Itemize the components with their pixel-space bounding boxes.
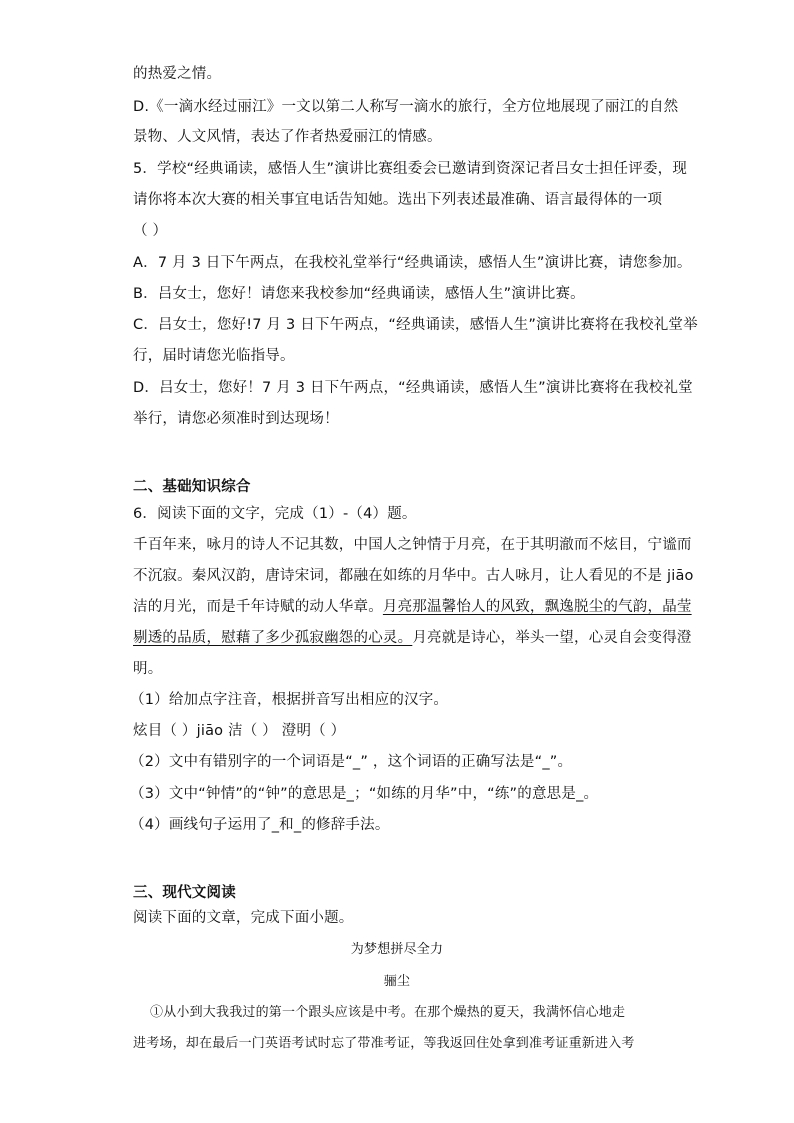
passage-line4 (133, 628, 692, 648)
section3-heading: 三、现代文阅读 (133, 885, 236, 901)
passage-line4-text: 月亮就是诗心，举头一望，心灵自会变得澄 (412, 630, 692, 646)
q5-option-a: A．7 月 3 日下午两点，在我校礼堂举行“经典诵读，感悟人生”演讲比赛，请您参加。 (133, 255, 692, 271)
q6-sub1-blanks: 炫目（ ）jiāo 洁（ ） 澄明（ ） (133, 723, 346, 739)
passage-line1: 千百年来，咏月的诗人不记其数，中国人之钟情于月亮，在于其明澈而不炫目，宁谧而 (133, 537, 692, 553)
q5-option-c-line1: C．吕女士，您好!7 月 3 日下午两点，“经典诵读，感悟人生”演讲比赛将在我校礼堂举 (133, 317, 698, 333)
underlined-sentence-part1: 月亮那温馨怡人的风致，飘逸脱尘的气韵，晶莹 (382, 599, 692, 615)
q6-sub1: （1）给加点字注音，根据拼音写出相应的汉字。 (130, 692, 449, 708)
section3-intro: 阅读下面的文章，完成下面小题。 (133, 910, 354, 926)
q5-answer-paren: （ ） (133, 223, 168, 239)
q5-option-d-line1: D．吕女士，您好！7 月 3 日下午两点，“经典诵读，感悟人生”演讲比赛将在我校礼堂 (133, 380, 693, 396)
passage-line2: 不沉寂。秦风汉韵，唐诗宋词，都融在如练的月华中。古人咏月，让人看见的不是 jiāo (133, 568, 694, 584)
q5-option-b: B．吕女士，您好！请您来我校参加“经典诵读，感悟人生”演讲比赛。 (133, 286, 585, 302)
article-author: 骊尘 (383, 974, 411, 989)
article-para1-line2: 进考场，却在最后一门英语考试时忘了带准考证，等我返回住处拿到准考证重新进入考 (133, 1036, 635, 1051)
article-title: 为梦想拼尽全力 (350, 942, 444, 957)
q6-sub2: （2）文中有错别字的一个词语是“_” ，这个词语的正确写法是“_”。 (130, 754, 573, 770)
passage-line5: 明。 (133, 661, 163, 677)
passage-line3 (133, 597, 692, 617)
q6-stem: 6．阅读下面的文字，完成（1）-（4）题。 (133, 506, 417, 522)
q5-option-c-line2: 行，届时请您光临指导。 (133, 348, 295, 364)
section2-heading: 二、基础知识综合 (133, 479, 251, 495)
q5-option-d-line2: 举行，请您必须准时到达现场！ (133, 411, 339, 427)
q4-option-d-line1: D.《一滴水经过丽江》一文以第二人称写一滴水的旅行，全方位地展现了丽江的自然 (133, 99, 679, 115)
underlined-sentence-part2: 剔透的品质，慰藉了多少孤寂幽怨的心灵。 (133, 630, 413, 646)
passage-line3-text: 洁的月光，而是千年诗赋的动人华章。 (133, 599, 383, 615)
q4-tail-line: 的热爱之情。 (133, 66, 222, 82)
q5-stem-line1: 5．学校“经典诵读，感悟人生”演讲比赛组委会已邀请到资深记者吕女士担任评委，现 (133, 161, 688, 177)
article-para1-line1: ①从小到大我我过的第一个跟头应该是中考。在那个燥热的夏天，我满怀信心地走 (150, 1005, 626, 1020)
q5-stem-line2: 请你将本次大赛的相关事宜电话告知她。选出下列表述最准确、语言最得体的一项 (133, 192, 663, 208)
q6-sub3: （3）文中“钟情”的“钟”的意思是_；“如练的月华”中，“练”的意思是_。 (130, 786, 599, 802)
q6-sub4: （4）画线句子运用了_和_的修辞手法。 (130, 817, 390, 833)
q4-option-d-line2: 景物、人文风情，表达了作者热爱丽江的情感。 (133, 129, 442, 145)
